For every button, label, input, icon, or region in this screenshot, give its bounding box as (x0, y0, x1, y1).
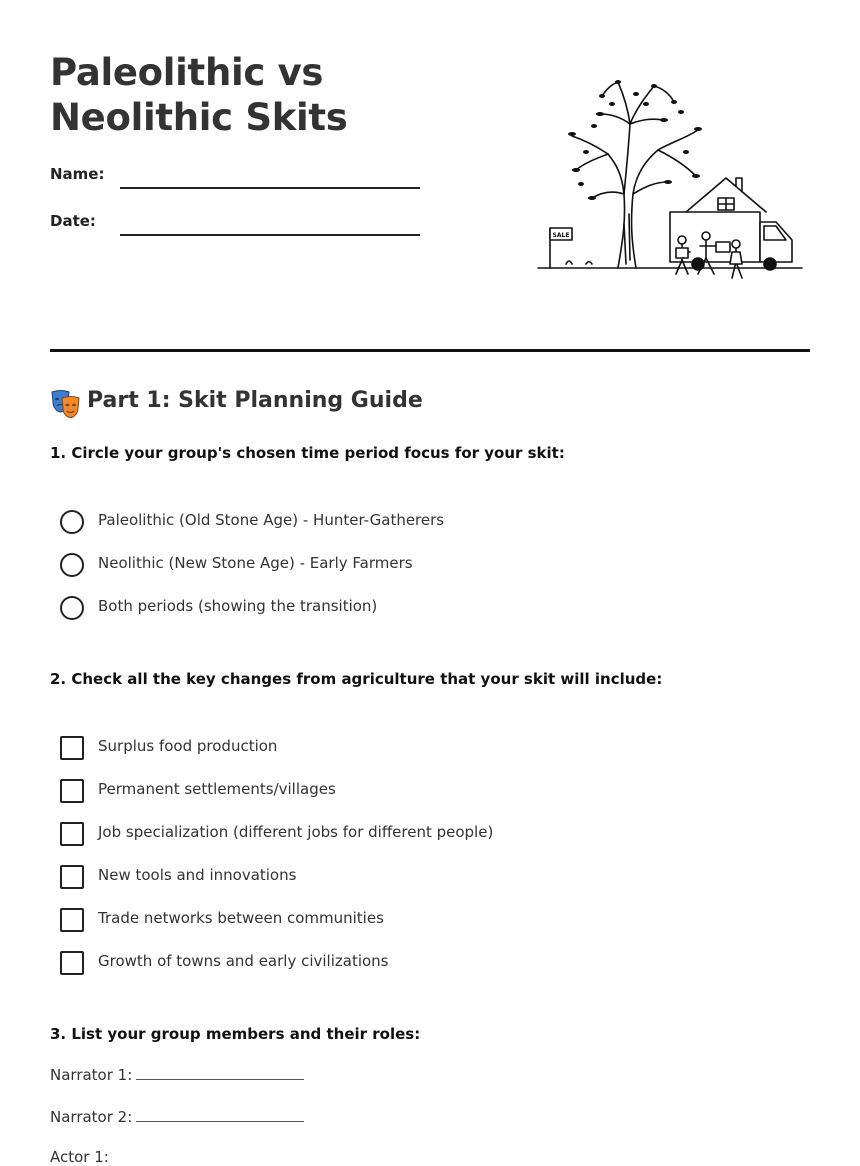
name-field[interactable] (50, 163, 430, 193)
checkbox-label: Trade networks between communities (98, 909, 384, 927)
option-both-periods[interactable] (60, 596, 760, 622)
checkbox[interactable] (60, 908, 84, 932)
radio-circle[interactable] (60, 510, 84, 534)
question-1: 1. Circle your group's chosen time period focus for your skit: (50, 444, 565, 462)
option-label: Paleolithic (Old Stone Age) - Hunter-Gatherers (98, 511, 445, 529)
checkbox-label: New tools and innovations (98, 866, 297, 884)
date-blank-line[interactable] (120, 234, 420, 236)
sale-sign-text: SALE (552, 232, 570, 239)
option-paleolithic[interactable] (60, 510, 760, 536)
checkbox[interactable] (60, 736, 84, 760)
checkbox[interactable] (60, 951, 84, 975)
checkbox[interactable] (60, 779, 84, 803)
checkbox-item[interactable] (60, 736, 760, 762)
checkbox-label: Job specialization (different jobs for different people) (98, 823, 494, 841)
worksheet-title: Paleolithic vs Neolithic Skits (50, 51, 348, 139)
checkbox-item[interactable] (60, 865, 760, 891)
checkbox-label: Surplus food production (98, 737, 278, 755)
role-blank-line[interactable] (136, 1108, 304, 1122)
question-2: 2. Check all the key changes from agriculture that your skit will include: (50, 670, 663, 688)
role-entry[interactable] (50, 1108, 304, 1126)
checkbox-label: Growth of towns and early civilizations (98, 952, 389, 970)
checkbox-item[interactable] (60, 822, 760, 848)
checkbox-label: Permanent settlements/villages (98, 780, 336, 798)
checkbox[interactable] (60, 822, 84, 846)
checkbox[interactable] (60, 865, 84, 889)
role-blank-line[interactable] (136, 1066, 304, 1080)
date-field[interactable] (50, 210, 430, 240)
checkbox-item[interactable] (60, 908, 760, 934)
option-label: Both periods (showing the transition) (98, 597, 378, 615)
role-label: Narrator 1: (50, 1066, 133, 1084)
option-neolithic[interactable] (60, 553, 760, 579)
checkbox-item[interactable] (60, 779, 760, 805)
name-label: Name: (50, 165, 105, 183)
option-label: Neolithic (New Stone Age) - Early Farmers (98, 554, 413, 572)
role-entry[interactable] (50, 1148, 109, 1166)
date-label: Date: (50, 212, 96, 230)
moving-day-illustration (536, 74, 806, 290)
role-entry[interactable] (50, 1066, 304, 1084)
radio-circle[interactable] (60, 596, 84, 620)
role-label: Actor 1: (50, 1148, 109, 1166)
question-3: 3. List your group members and their roles: (50, 1025, 421, 1043)
section-title: Part 1: Skit Planning Guide (87, 388, 423, 413)
section-divider (50, 349, 810, 352)
role-label: Narrator 2: (50, 1108, 133, 1126)
name-blank-line[interactable] (120, 187, 420, 189)
checkbox-item[interactable] (60, 951, 760, 977)
radio-circle[interactable] (60, 553, 84, 577)
theater-masks-icon (50, 388, 80, 418)
part1-heading (50, 386, 750, 420)
